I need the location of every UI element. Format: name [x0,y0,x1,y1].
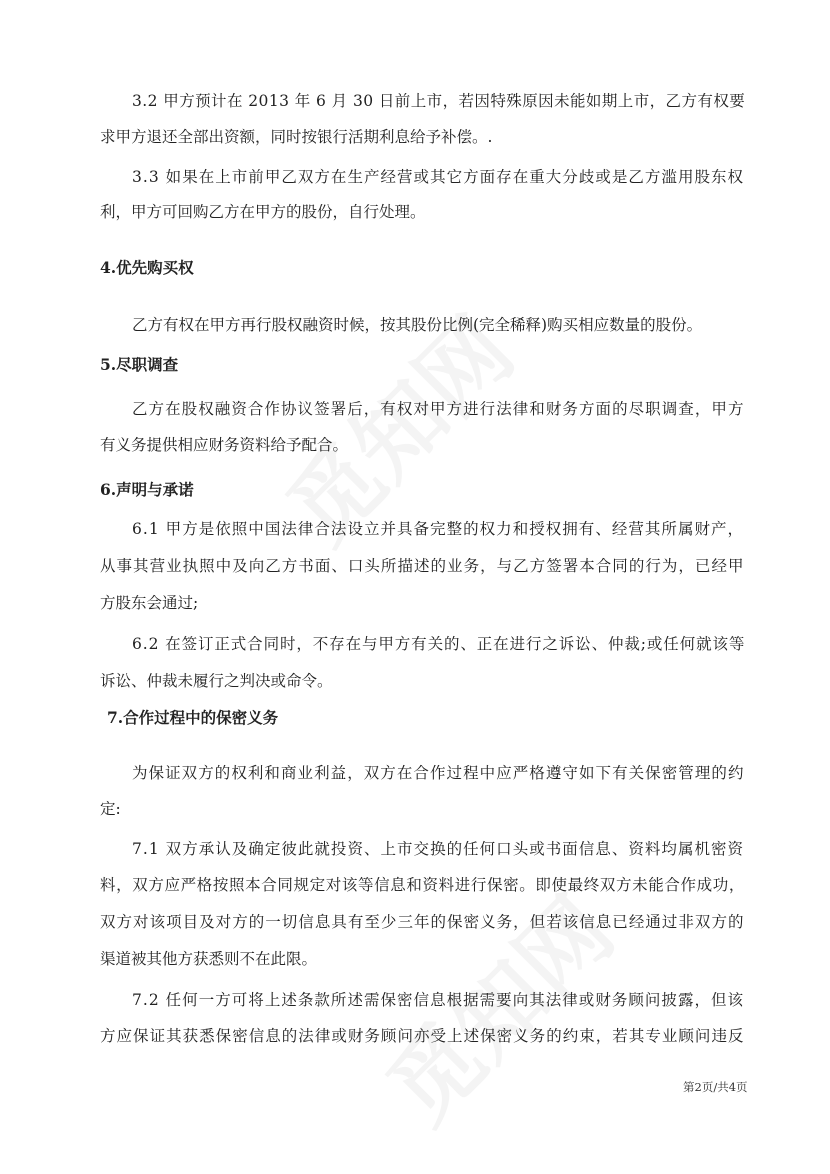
paragraph-line: 从事其营业执照中及向乙方书面、口头所描述的业务，与乙方签署本合同的行为，已经甲 [100,557,745,575]
paragraph-line: 诉讼、仲裁未履行之判决或命令。 [100,672,333,690]
paragraph-line: 渠道被其他方获悉则不在此限。 [100,950,318,968]
paragraph-line: 7.2 任何一方可将上述条款所述需保密信息根据需要向其法律或财务顾问披露，但该 [132,991,745,1009]
paragraph-line: 3.3 如果在上市前甲乙双方在生产经营或其它方面存在重大分歧或是乙方滥用股东权 [132,168,745,186]
paragraph-line: 6.2 在签订正式合同时，不存在与甲方有关的、正在进行之诉讼、仲裁;或任何就该等 [132,635,746,653]
paragraph-line: 乙方在股权融资合作协议签署后，有权对甲方进行法律和财务方面的尽职调查，甲方 [132,400,745,418]
paragraph-line: 乙方有权在甲方再行股权融资时候，按其股份比例(完全稀释)购买相应数量的股份。 [132,316,703,334]
paragraph-line: 6.1 甲方是依照中国法律合法设立并具备完整的权力和授权拥有、经营其所属财产， [132,520,745,538]
section-heading: 5.尽职调查 [100,355,179,374]
paragraph-line: 方股东会通过; [100,594,199,612]
paragraph-line: 定: [100,800,121,818]
section-heading: 7.合作过程中的保密义务 [107,708,279,727]
paragraph-line: 料，双方应严格按照本合同规定对该等信息和资料进行保密。即使最终双方未能合作成功， [100,876,746,894]
paragraph-line: 求甲方退还全部出资额，同时按银行活期利息给予补偿。. [100,128,493,146]
page-number: 第2页/共4页 [683,1080,748,1094]
paragraph-line: 有义务提供相应财务资料给予配合。 [100,436,349,454]
paragraph-line: 为保证双方的权利和商业利益，双方在合作过程中应严格遵守如下有关保密管理的约 [132,764,745,782]
paragraph-line: 双方对该项目及对方的一切信息具有至少三年的保密义务，但若该信息已经通过非双方的 [100,913,745,931]
paragraph-line: 3.2 甲方预计在 2013 年 6 月 30 日前上市，若因特殊原因未能如期上市，乙方有权要 [132,92,746,110]
paragraph-line: 方应保证其获悉保密信息的法律或财务顾问亦受上述保密义务的约束，若其专业顾问违反 [100,1027,745,1045]
section-heading: 4.优先购买权 [100,258,194,277]
section-heading: 6.声明与承诺 [100,480,194,499]
paragraph-line: 利，甲方可回购乙方在甲方的股份，自行处理。 [100,203,426,221]
paragraph-line: 7.1 双方承认及确定彼此就投资、上市交换的任何口头或书面信息、资料均属机密资 [132,840,745,858]
